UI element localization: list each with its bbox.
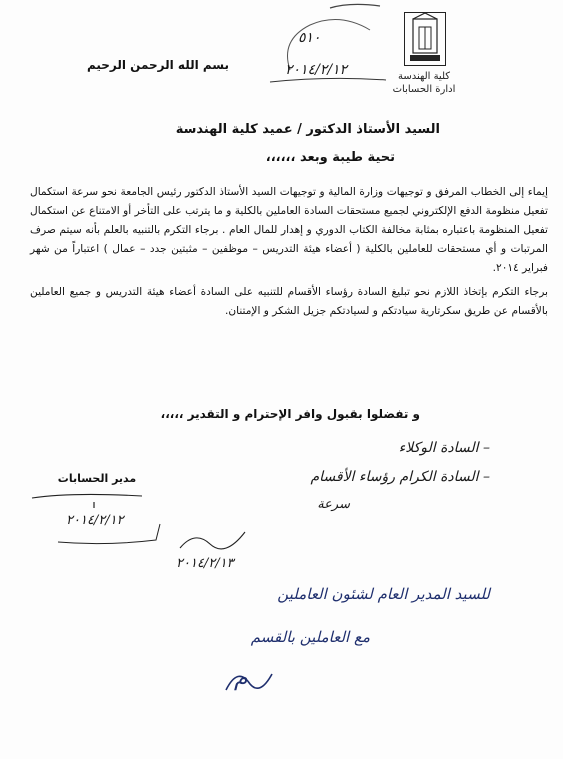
handwritten-number: ٥١٠: [298, 30, 321, 46]
department-name: ادارة الحسابات: [392, 84, 456, 95]
handwritten-line-1: – السادة الوكلاء: [398, 440, 490, 456]
faculty-logo: [404, 12, 446, 66]
signature-title: مدير الحسابات: [57, 472, 137, 485]
paragraph-1: إيماء إلى الخطاب المرفق و توجيهات وزارة المالية و توجيهات السيد الأستاذ الدكتور رئيس الجامعة نحو سرعة استكمال تفعيل منظومة الدفع الإلكتروني لجميع مستحقات السادة العاملين بالكلية و ما يترتب على التأخر أو الامتناع عن استكمال تفعيل المنظومة باعتباره بمثابة مخالفة الكتاب الدوري و إهدار للمال العام . برجاء التكرم بالتنبيه بالعلم بأنه سيتم صرف المرتبات و أي مستحقات للعاملين بالكلية ( أعضاء هيئة التدريس – موظفين – مثبتين جدد – عمال ) اعتباراً من شهر فبراير ٢٠١٤.: [30, 186, 548, 274]
basmala: بسم الله الرحمن الرحيم: [86, 58, 230, 72]
paragraph-2: برجاء التكرم بإتخاذ اللازم نحو تبليغ السادة رؤساء الأقسام للتنبيه على السادة أعضاء هيئة التدريس و جميع العاملين بالأقسام عن طريق سكرتارية سيادتكم و لسيادتكم جزيل الشكر و الإمتنان.: [30, 286, 548, 317]
closing-line: و تفضلوا بقبول وافر الإحترام و التقدير ،،،،،: [160, 407, 420, 421]
signature-date: ٢٠١٤/٢/١٢: [66, 513, 124, 528]
addressee: السيد الأستاذ الدكتور / عميد كلية الهندسة: [175, 122, 440, 137]
handwritten-note-2: مع العاملين بالقسم: [250, 628, 370, 646]
letter-body: [30, 183, 548, 321]
greeting: تحية طيبة وبعد ،،،،،،: [265, 150, 395, 165]
middle-signature-icon: [175, 520, 255, 560]
date-underline-icon: [268, 74, 388, 88]
faculty-name: كلية الهندسة: [397, 71, 451, 82]
handwritten-date: ٢٠١٤/٢/١٢: [285, 62, 348, 78]
handwritten-line-2: – السادة الكرام رؤساء الأقسام: [310, 469, 490, 485]
handwritten-initials: م: [234, 666, 248, 691]
signature-bracket-icon: [56, 520, 166, 548]
handwritten-line-3: سرعة: [317, 497, 350, 512]
middle-date: ٢٠١٤/٢/١٣: [176, 556, 234, 571]
handwritten-note-1: للسيد المدير العام لشئون العاملين: [277, 585, 490, 603]
blue-signature-icon: [220, 660, 280, 700]
faculty-emblem-icon: [405, 13, 445, 65]
